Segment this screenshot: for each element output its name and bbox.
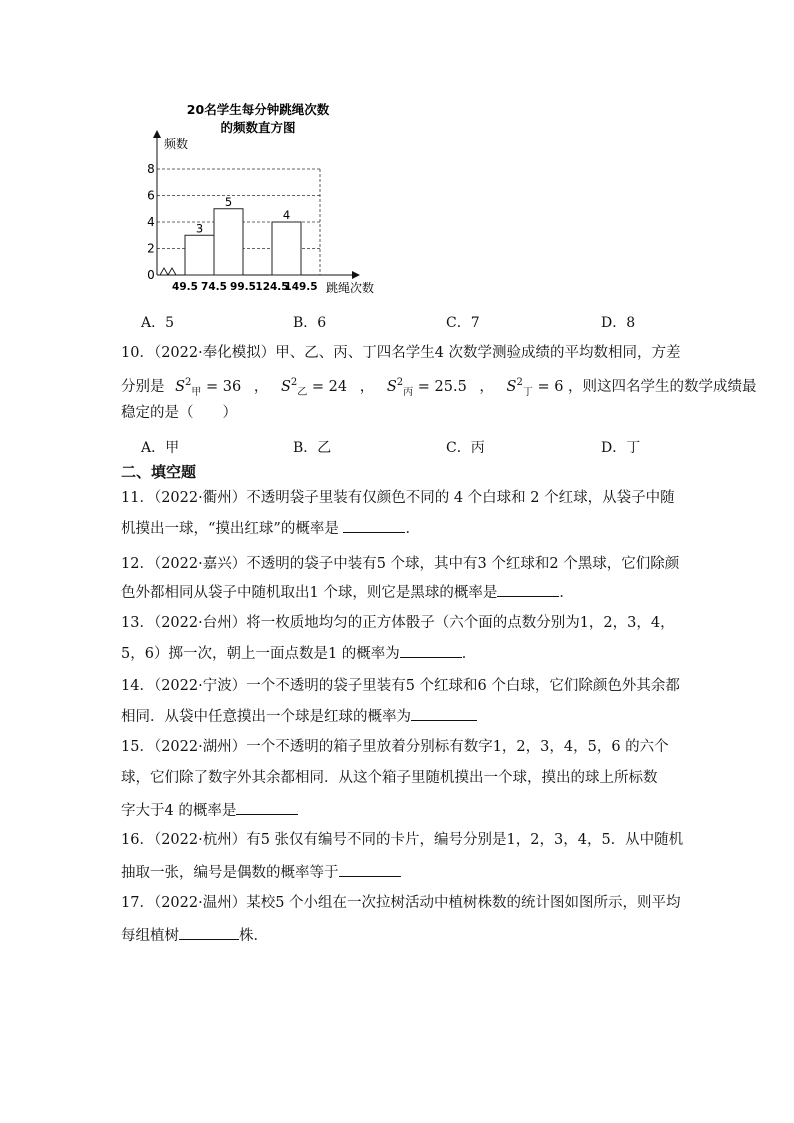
q12-line2-text: 色外都相同从袋子中随机取出1 个球，则它是黑球的概率是 [121, 585, 498, 601]
q15-line3 [121, 800, 298, 821]
q10-val3: = 25.5 [417, 378, 467, 395]
q10-sq1: 2 [185, 377, 192, 388]
q10-s2: S [280, 378, 291, 395]
q10-val1: = 36 [206, 378, 242, 395]
q14-line2 [121, 706, 477, 727]
q13-answer-blank[interactable] [400, 643, 462, 658]
q9-option-c[interactable]: C．7 [446, 315, 480, 331]
q10-s4: S [506, 378, 517, 395]
q14-answer-blank[interactable] [411, 706, 477, 721]
q14-line1: 14．（2022·宁波）一个不透明的袋子里装有5 个红球和6 个白球，它们除颜色外其余都 [121, 678, 680, 694]
q15-line2: 球，它们除了数字外其余都相同．从这个箱子里随机摸出一个球，摸出的球上所标数 [121, 770, 658, 786]
y-tick-label-6: 6 [147, 188, 155, 203]
q12-answer-blank[interactable] [497, 582, 559, 597]
q12-line1: 12．（2022·嘉兴）不透明的袋子中装有5 个球，其中有3 个红球和2 个黑球，它们除颜 [121, 556, 680, 572]
histogram-svg [140, 98, 390, 303]
q11-end: ． [405, 521, 420, 537]
q13-end: ． [461, 646, 477, 662]
q10-sub1: 甲 [191, 386, 202, 398]
x-tick-label-49.5: 49.5 [172, 281, 198, 293]
q13-line1: 13．（2022·台州）将一枚质地均匀的正方体骰子（六个面的点数分别为1，2，3，4， [121, 615, 675, 631]
histogram-figure [140, 98, 390, 303]
q16-line2-text: 抽取一张，编号是偶数的概率等于 [121, 865, 339, 881]
q10-option-d[interactable]: D．丁 [601, 440, 641, 456]
q13-line2 [121, 643, 476, 664]
axis-break-zigzag [160, 268, 180, 275]
q11-line2-text: 机摸出一球，“摸出红球”的概率是 [121, 521, 344, 537]
q17-line2 [121, 925, 268, 946]
q9-option-d[interactable]: D．8 [601, 315, 636, 331]
q10-val4: = 6 [537, 378, 564, 395]
q15-answer-blank[interactable] [236, 800, 298, 815]
q10-variance-1 [175, 377, 242, 398]
q10-option-b[interactable]: B．乙 [293, 440, 332, 456]
bar-label-74.5: 5 [224, 194, 233, 209]
q9-options [0, 312, 794, 336]
q17-line2-text: 每组植树 [121, 928, 179, 944]
x-axis-arrow [352, 271, 360, 279]
q17-line1: 17．（2022·温州）某校5 个小组在一次拉树活动中植树株数的统计图如图所示，则平均 [121, 895, 681, 911]
q15-line3-text: 字大于4 的概率是 [121, 803, 237, 819]
chart-xlabel: 跳绳次数 [326, 281, 375, 295]
y-tick-label-4: 4 [147, 215, 155, 229]
q16-line1: 16．（2022·杭州）有5 张仅有编号不同的卡片，编号分别是1，2，3，4，5．从中随机 [121, 832, 684, 848]
y-tick-label-8: 8 [147, 162, 155, 176]
histogram-bar-124.5-149.5 [272, 222, 301, 275]
q10-variance-2 [280, 377, 348, 398]
q12-end: ． [559, 585, 574, 601]
histogram-bar-74.5-99.5 [214, 209, 243, 275]
q14-line2-text: 相同．从袋中任意摸出一个球是红球的概率为 [121, 709, 411, 725]
chart-title-line1: 20名学生每分钟跳绳次数 [186, 102, 330, 117]
q11-answer-blank[interactable] [343, 518, 405, 533]
chart-title-line2: 的频数直方图 [220, 120, 296, 135]
q10-line2-pre: 分别是 [121, 378, 165, 395]
section-heading: 二、填空题 [121, 463, 197, 481]
q17-answer-blank[interactable] [179, 925, 239, 940]
y-tick-label-0: 0 [147, 268, 155, 282]
q10-options [0, 437, 794, 461]
q15-line1: 15．（2022·湖州）一个不透明的箱子里放着分别标有数字1，2，3，4，5，6 的六个 [121, 739, 669, 755]
q10-s1: S [175, 378, 186, 395]
q11-line1: 11．（2022·衢州）不透明袋子里装有仅颜色不同的 4 个白球和 2 个红球，从袋子中随 [121, 490, 675, 506]
q11-line2 [121, 518, 420, 539]
q10-variance-3 [386, 377, 467, 398]
q10-option-a[interactable]: A．甲 [141, 440, 180, 456]
q10-sub4: 丁 [522, 386, 533, 398]
q10-sub2: 乙 [297, 386, 308, 398]
y-axis-arrow [153, 130, 161, 138]
q16-line2 [121, 862, 401, 883]
x-tick-label-149.5: 149.5 [284, 281, 318, 293]
q9-option-b[interactable]: B．6 [293, 315, 327, 331]
q17-end: 株． [239, 928, 268, 944]
q10-val2: = 24 [311, 378, 348, 395]
q12-line2 [121, 582, 574, 603]
x-tick-label-124.5: 124.5 [255, 281, 289, 293]
q9-option-a[interactable]: A．5 [141, 315, 175, 331]
bar-label-124.5: 4 [282, 208, 291, 222]
q10-line3: 稳定的是（ ） [121, 405, 237, 421]
q10-sq2: 2 [290, 377, 298, 388]
q13-line2-text: 5，6）掷一次，朝上一面点数是1 的概率为 [121, 646, 400, 662]
q10-sub3: 丙 [403, 386, 414, 398]
q10-sq3: 2 [396, 377, 404, 388]
q10-line2-post: ，则这四名学生的数学成绩最 [568, 378, 757, 395]
chart-ylabel: 频数 [164, 137, 189, 151]
q10-variance-4 [506, 377, 564, 398]
bar-label-49.5: 3 [195, 221, 204, 236]
q16-answer-blank[interactable] [339, 862, 401, 877]
x-tick-label-74.5: 74.5 [201, 281, 227, 293]
x-tick-label-99.5: 99.5 [230, 281, 256, 293]
y-tick-label-2: 2 [147, 241, 155, 256]
q10-line2: 分别是 $S^2_甲 = 36$ ， $S^2_乙 = 24$ ， $S^2_丙 = 25.5$ ， $S^2_丁 = 6$ ，则这四名学生的数学成绩最 [121, 377, 757, 398]
q10-option-c[interactable]: C．丙 [446, 440, 485, 456]
q10-line1: 10．（2022·奉化模拟）甲、乙、丙、丁四名学生4 次数学测验成绩的平均数相同，方差 [121, 345, 681, 361]
q10-s3: S [386, 378, 397, 395]
q10-sq4: 2 [516, 377, 523, 388]
histogram-bar-49.5-74.5 [185, 235, 214, 275]
